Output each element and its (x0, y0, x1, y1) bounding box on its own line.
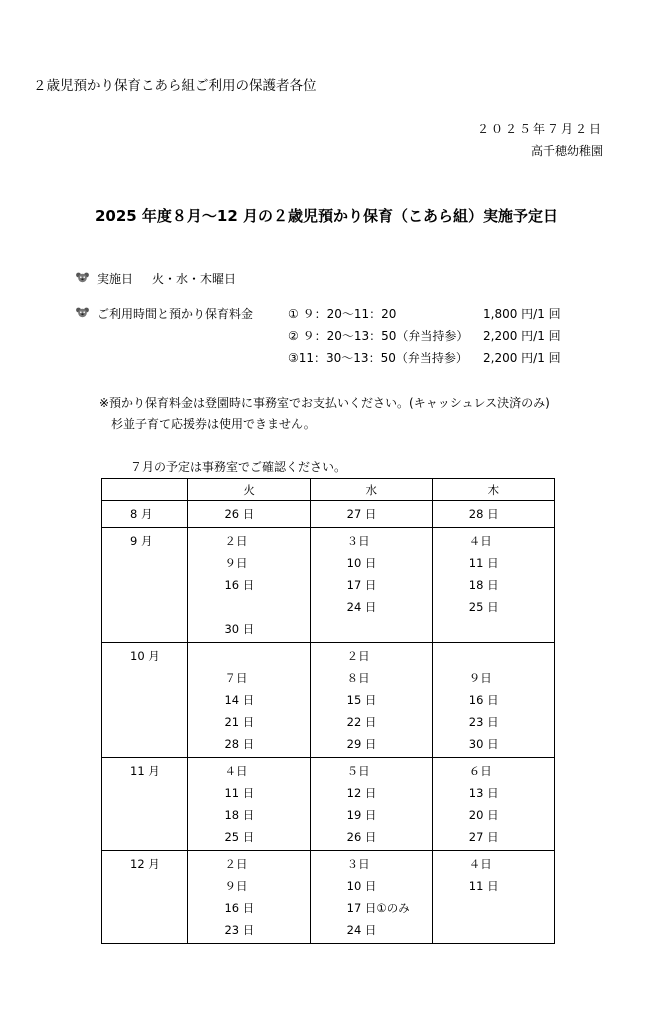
month-cell (102, 501, 188, 528)
date-entry: 27 日 (468, 830, 499, 844)
date-entry: 30 日 (224, 622, 255, 636)
date-entry: 12 日 (346, 786, 377, 800)
koala-icon (76, 307, 89, 318)
date-entry: ４日 (224, 764, 248, 778)
addressee-line: ２歳児預かり保育こあら組ご利用の保護者各位 (33, 78, 317, 94)
date-entry: 16 日 (224, 578, 255, 592)
date-entry: 20 日 (468, 808, 499, 822)
month-label: 9 月 (130, 534, 153, 548)
date-entry: 14 日 (224, 693, 255, 707)
date-entry: 10 日 (346, 556, 377, 570)
table-row (102, 851, 555, 944)
plan-1-time: ① ９：20〜11：20 (288, 307, 397, 321)
date-entry: 15 日 (346, 693, 377, 707)
date-entry: ２日 (224, 857, 248, 871)
day-cell-tue (188, 528, 310, 643)
date-entry: 25 日 (224, 830, 255, 844)
day-cell-thu (432, 501, 554, 528)
issue-date: ２０２５年７月２日 (476, 122, 603, 136)
month-label: 10 月 (130, 649, 160, 663)
date-entry (188, 645, 309, 667)
schedule-table (101, 478, 555, 944)
day-cell-tue (188, 758, 310, 851)
date-entry: ６日 (468, 764, 492, 778)
header-thu: 木 (432, 479, 554, 501)
plan-3-price: 2,200 円/1 回 (483, 351, 561, 365)
date-entry: 10 日 (346, 879, 377, 893)
date-entry: ５日 (346, 764, 370, 778)
date-entry: ４日 (468, 534, 492, 548)
date-entry: 26 日 (224, 507, 255, 521)
day-cell-wed (310, 851, 432, 944)
date-entry: 18 日 (468, 578, 499, 592)
date-entry (188, 596, 309, 618)
date-entry: ３日 (346, 534, 370, 548)
day-cell-wed (310, 643, 432, 758)
date-entry: 30 日 (468, 737, 499, 751)
date-entry (433, 897, 554, 919)
date-entry: 19 日 (346, 808, 377, 822)
day-cell-thu (432, 758, 554, 851)
table-row (102, 758, 555, 851)
date-entry: ９日 (224, 879, 248, 893)
month-label: 12 月 (130, 857, 160, 871)
table-row (102, 501, 555, 528)
date-entry: 17 日 (346, 578, 377, 592)
document-title: 2025 年度８月〜12 月の２歳児預かり保育（こあら組）実施予定日 (94, 207, 559, 225)
date-entry: 28 日 (468, 507, 499, 521)
date-entry: ４日 (468, 857, 492, 871)
date-entry: 11 日 (468, 879, 499, 893)
date-entry: 27 日 (346, 507, 377, 521)
month-cell (102, 643, 188, 758)
table-header-row (102, 479, 555, 501)
date-entry: 25 日 (468, 600, 499, 614)
date-entry: 23 日 (468, 715, 499, 729)
date-entry: 11 日 (468, 556, 499, 570)
date-entry: ３日 (346, 857, 370, 871)
date-entry: ９日 (224, 556, 248, 570)
month-cell (102, 528, 188, 643)
plan-3-time: ③11：30〜13：50（弁当持参） (288, 351, 468, 365)
day-cell-wed (310, 528, 432, 643)
date-entry (311, 618, 432, 640)
header-wed: 水 (310, 479, 432, 501)
date-entry: 24 日 (346, 923, 377, 937)
day-cell-wed (310, 501, 432, 528)
day-cell-tue (188, 501, 310, 528)
date-entry: 16 日 (224, 901, 255, 915)
date-entry: ７日 (224, 671, 248, 685)
day-cell-thu (432, 643, 554, 758)
date-entry: ８日 (346, 671, 370, 685)
organization-name: 高千穂幼稚園 (530, 144, 603, 158)
header-tue: 火 (188, 479, 310, 501)
month-label: 11 月 (130, 764, 160, 778)
month-cell (102, 758, 188, 851)
koala-icon (76, 272, 89, 283)
table-row (102, 643, 555, 758)
date-entry (433, 645, 554, 667)
plan-2-price: 2,200 円/1 回 (483, 329, 561, 343)
date-entry (433, 919, 554, 941)
fee-label: ご利用時間と預かり保育料金 (97, 307, 254, 321)
payment-note: ※預かり保育料金は登園時に事務室でお支払いください。(キャッシュレス決済のみ) (99, 396, 550, 410)
date-entry: 16 日 (468, 693, 499, 707)
day-cell-wed (310, 758, 432, 851)
date-entry: 13 日 (468, 786, 499, 800)
month-label: 8 月 (130, 507, 153, 521)
plan-2-time: ② ９：20〜13：50（弁当持参） (288, 329, 469, 343)
date-entry: 17 日①のみ (346, 901, 410, 915)
header-blank (102, 479, 188, 501)
date-entry: 18 日 (224, 808, 255, 822)
date-entry (433, 618, 554, 640)
day-cell-thu (432, 528, 554, 643)
voucher-note: 杉並子育て応援券は使用できません。 (111, 417, 316, 431)
date-entry: 11 日 (224, 786, 255, 800)
table-row (102, 528, 555, 643)
date-entry: 21 日 (224, 715, 255, 729)
date-entry: 23 日 (224, 923, 255, 937)
day-cell-tue (188, 643, 310, 758)
days-value: 火・水・木曜日 (152, 272, 237, 286)
day-cell-thu (432, 851, 554, 944)
month-cell (102, 851, 188, 944)
date-entry: 24 日 (346, 600, 377, 614)
day-cell-tue (188, 851, 310, 944)
date-entry: ９日 (468, 671, 492, 685)
date-entry: 22 日 (346, 715, 377, 729)
date-entry: ２日 (224, 534, 248, 548)
days-label: 実施日 (97, 272, 134, 286)
date-entry: 28 日 (224, 737, 255, 751)
plan-1-price: 1,800 円/1 回 (483, 307, 561, 321)
date-entry: 26 日 (346, 830, 377, 844)
date-entry: 29 日 (346, 737, 377, 751)
table-caption: ７月の予定は事務室でご確認ください。 (130, 460, 347, 474)
date-entry: ２日 (346, 649, 370, 663)
